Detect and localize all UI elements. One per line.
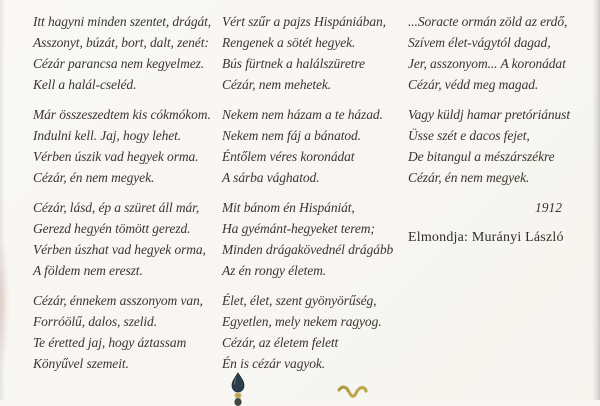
poem-line: Vérben úszhat vad hegyek orma, [33,242,206,257]
poem-line: Vérben úszik vad hegyek orma. [33,149,199,164]
ornament-ribbon-icon [336,383,368,405]
poem-line: Szívem élet-vágytól dagad, [408,35,551,50]
scan-edge-left [0,0,5,400]
poem-line: Nekem nem fáj a bánatod. [222,128,361,143]
stanza-group [408,11,576,188]
stanza [33,104,213,188]
poem-line: Mit bánom én Hispániát, [222,200,355,215]
year-label: 1912 [535,200,562,215]
stanza [33,290,213,374]
poem-line: Üsse szét e dacos fejet, [408,128,530,143]
poem-line: Az én rongy életem. [222,263,327,278]
stanza [222,290,402,374]
poem-line: Indulni kell. Jaj, hogy lehet. [33,128,182,143]
poem-line: Éntőlem véres koronádat [222,149,355,164]
poem-line: Jer, asszonyom... A koronádat [408,56,566,71]
poem-line: Minden drágakövednél drágább [222,242,394,257]
poem-line: Cézár, énnekem asszonyom van, [33,293,203,308]
poem-line: Cézár parancsa nem kegyelmez. [33,56,205,71]
poem-column-3 [408,11,576,248]
poem-line: Ha gyémánt-hegyeket terem; [222,221,375,236]
poem-line: A földem nem ereszt. [33,263,143,278]
poem-line: Cézár, én nem megyek. [33,170,155,185]
poem-line: Már összeszedtem kis cókmókom. [33,107,211,122]
poem-line: Kell a halál-cseléd. [33,77,137,92]
poem-line: Cézár, lásd, ép a szüret áll már, [33,200,200,215]
stanza [222,197,402,281]
poem-line: Cézár, én nem megyek. [408,170,530,185]
poem-column-2 [222,11,402,383]
poem-line: Én is cézár vagyok. [222,356,326,371]
stanza-group [33,11,213,374]
stanza-group [222,11,402,374]
poem-line: Bús fürtnek a halálszüretre [222,56,365,71]
stanza [408,104,576,188]
poem-line: De bitangul a mészárszékre [408,149,555,164]
stanza [33,11,213,95]
poem-line: Rengenek a sötét hegyek. [222,35,356,50]
poem-line: Forróölű, dalos, szelid. [33,314,157,329]
stanza [222,104,402,188]
poem-line: Könyűvel szemeit. [33,356,129,371]
poem-line: A sárba vághatod. [222,170,320,185]
stanza [33,197,213,281]
stanza [408,11,576,95]
poem-line: ...Soracte ormán zöld az erdő, [408,14,568,29]
poem-line: Asszonyt, búzát, bort, dalt, zenét: [33,35,209,50]
poem-line: Vagy küldj hamar pretóriánust [408,107,570,122]
poem-line: Nekem nem házam a te házad. [222,107,383,122]
scan-edge-right [592,0,600,400]
scan-smudge [0,243,15,400]
poem-line: Cézár, nem mehetek. [222,77,332,92]
poem-line: Cézár, az életem felett [222,335,339,350]
poem-line: Itt hagyni minden szentet, drágát, [33,14,212,29]
poem-line: Egyetlen, mely nekem ragyog. [222,314,382,329]
stanza [222,11,402,95]
poem-line: Gerezd hegyén tömött gerezd. [33,221,191,236]
reciter-credit: Elmondja: Murányi László [408,230,564,245]
poem-line: Cézár, védd meg magad. [408,77,539,92]
poem-line: Élet, élet, szent gyönyörűség, [222,293,377,308]
poem-line: Te éretted jaj, hogy áztassam [33,335,187,350]
poem-column-1 [33,11,213,383]
poem-line: Vért szűr a pajzs Hispániában, [222,14,386,29]
